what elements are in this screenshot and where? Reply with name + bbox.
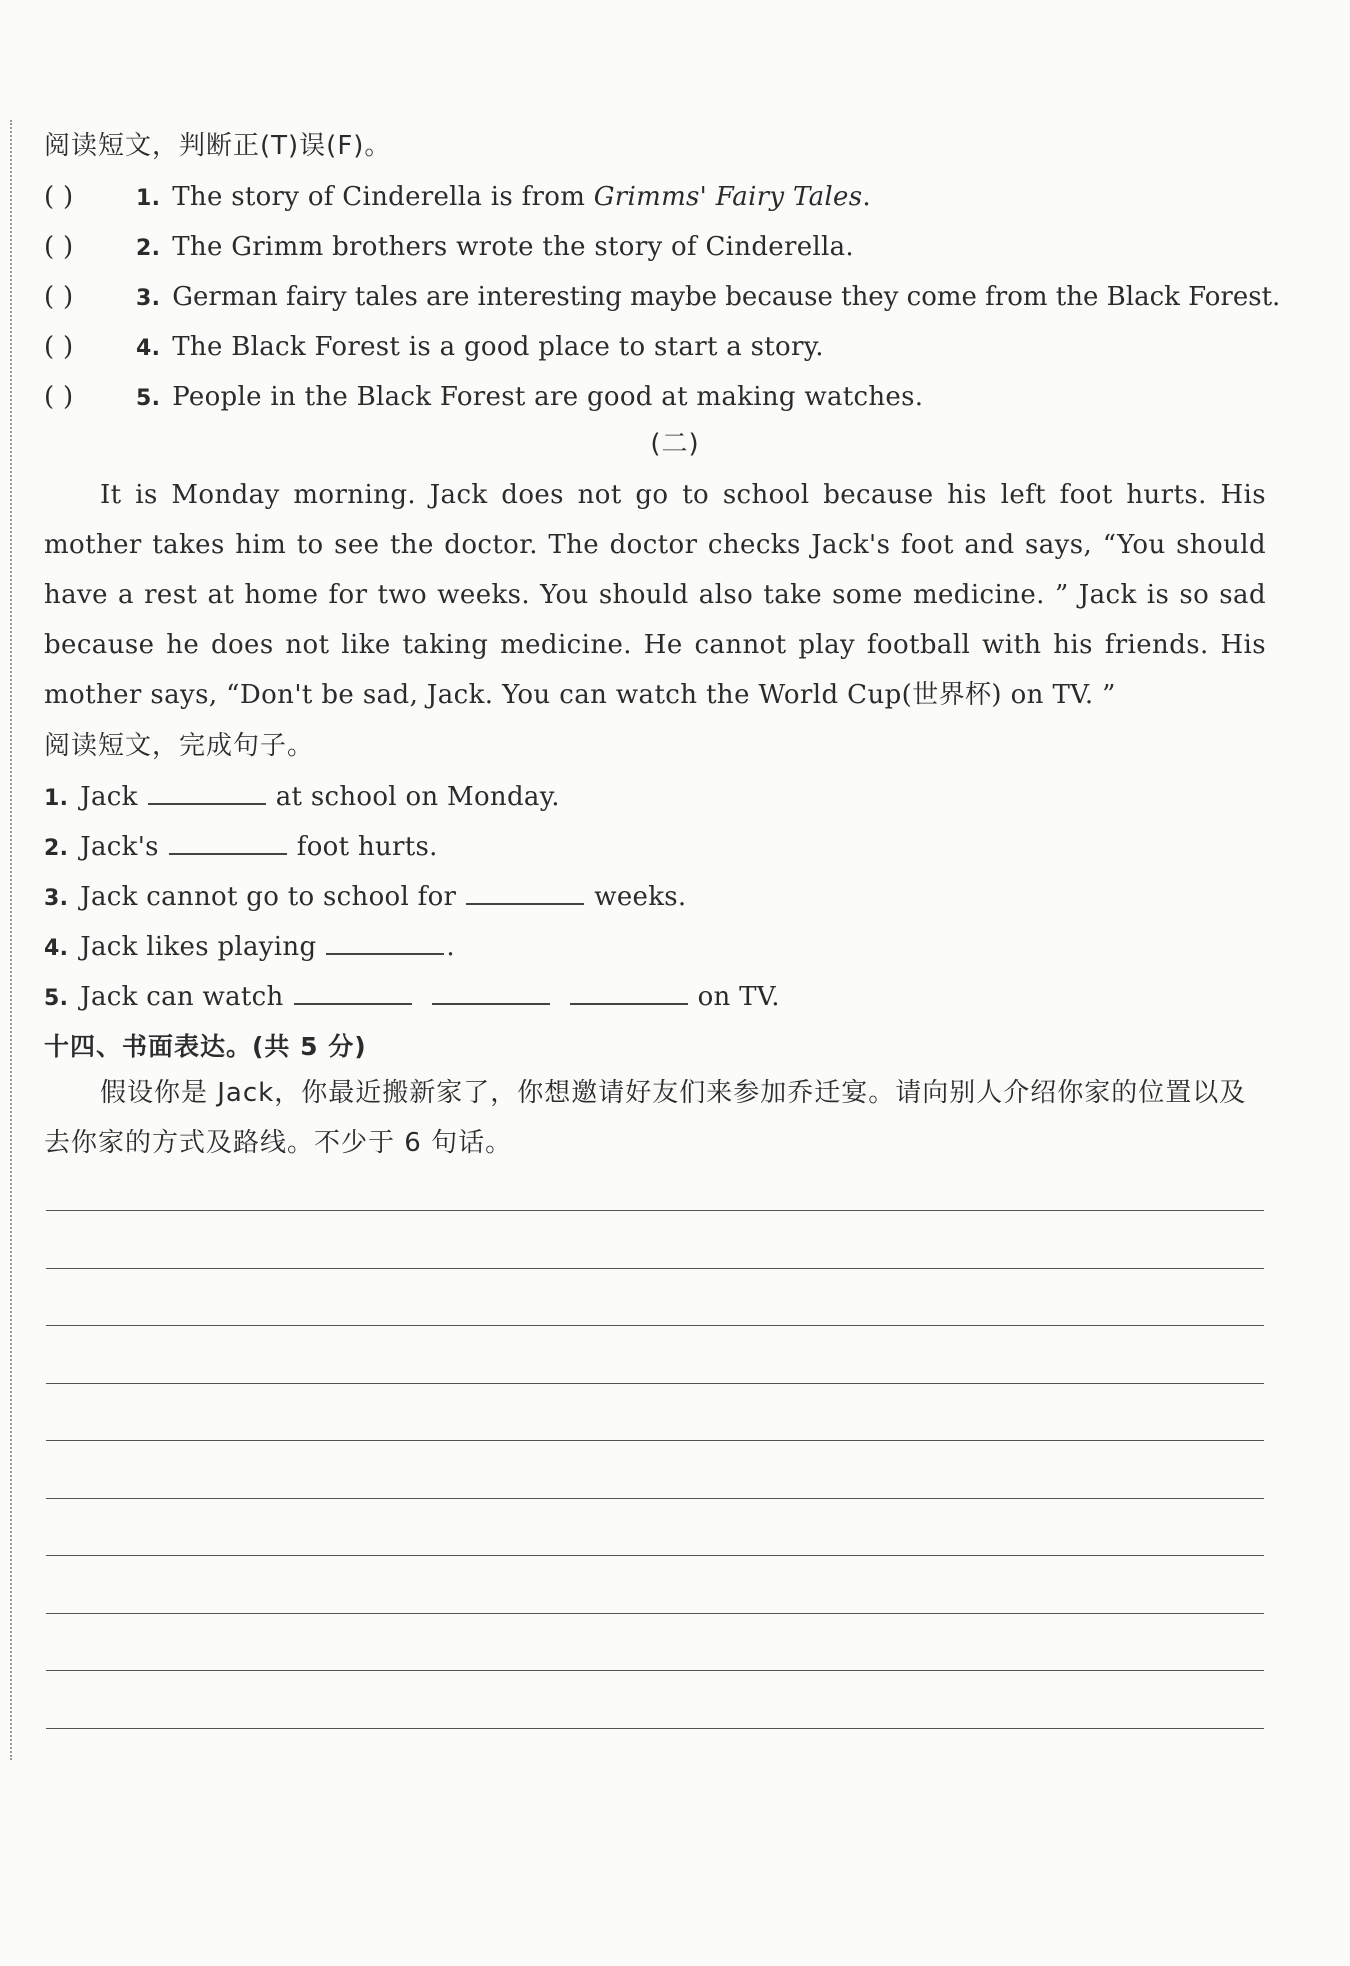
writing-line[interactable] bbox=[46, 1670, 1264, 1671]
writing-line[interactable] bbox=[46, 1383, 1264, 1384]
binding-margin-rule bbox=[10, 120, 12, 1760]
answer-blank[interactable] bbox=[169, 827, 287, 855]
writing-prompt: 假设你是 Jack，你最近搬新家了，你想邀请好友们来参加乔迁宴。请向别人介绍你家的位置以及去你家的方式及路线。不少于 6 句话。 bbox=[44, 1078, 1247, 1158]
answer-blank[interactable] bbox=[294, 977, 412, 1005]
writing-line[interactable] bbox=[46, 1268, 1264, 1269]
completion-item-5: 5. Jack can watch on TV. bbox=[44, 977, 780, 1019]
writing-line[interactable] bbox=[46, 1613, 1264, 1614]
answer-blank[interactable] bbox=[432, 977, 550, 1005]
answer-bracket[interactable]: ( ) bbox=[44, 232, 74, 262]
tf-instruction: 阅读短文，判断正(T)误(F)。 bbox=[44, 131, 392, 161]
book-title: Grimms' Fairy Tales bbox=[593, 182, 863, 212]
completion-item-3: 3. Jack cannot go to school for weeks. bbox=[44, 877, 686, 919]
passage-2-title: (二) bbox=[650, 429, 700, 459]
completion-item-1: 1. Jack at school on Monday. bbox=[44, 777, 560, 819]
completion-item-4: 4. Jack likes playing . bbox=[44, 927, 455, 969]
answer-bracket[interactable]: ( ) bbox=[44, 282, 74, 312]
tf-item-3: ( ) 3. German fairy tales are interesting maybe because they come from the Black Forest. bbox=[44, 277, 1280, 319]
writing-section-heading: 十四、书面表达。(共 5 分) bbox=[44, 1032, 367, 1061]
writing-line[interactable] bbox=[46, 1440, 1264, 1441]
tf-item-4: ( ) 4. The Black Forest is a good place to start a story. bbox=[44, 327, 824, 369]
writing-line[interactable] bbox=[46, 1555, 1264, 1556]
answer-blank[interactable] bbox=[570, 977, 688, 1005]
writing-line[interactable] bbox=[46, 1498, 1264, 1499]
tf-item-1: ( ) 1. The story of Cinderella is from Grimms' Fairy Tales. bbox=[44, 177, 871, 219]
answer-blank[interactable] bbox=[466, 877, 584, 905]
completion-instruction: 阅读短文，完成句子。 bbox=[44, 731, 315, 761]
writing-line[interactable] bbox=[46, 1325, 1264, 1326]
tf-item-2: ( ) 2. The Grimm brothers wrote the story of Cinderella. bbox=[44, 227, 854, 269]
answer-bracket[interactable]: ( ) bbox=[44, 332, 74, 362]
passage-2-text: It is Monday morning. Jack does not go to school because his left foot hurts. His mother takes him to see the doctor. The doctor checks Jack's foot and says, “You should have a rest at home for two weeks. You should also take some medicine. ” Jack is so sad because he does not like taking medicine. He cannot play football with his friends. His mother says, “Don't be sad, Jack. You can watch the World Cup(世界杯) on TV. ” bbox=[44, 480, 1266, 710]
answer-bracket[interactable]: ( ) bbox=[44, 182, 74, 212]
answer-bracket[interactable]: ( ) bbox=[44, 382, 74, 412]
writing-line[interactable] bbox=[46, 1210, 1264, 1211]
answer-blank[interactable] bbox=[326, 927, 444, 955]
tf-item-5: ( ) 5. People in the Black Forest are good at making watches. bbox=[44, 377, 923, 419]
answer-blank[interactable] bbox=[148, 777, 266, 805]
completion-item-2: 2. Jack's foot hurts. bbox=[44, 827, 438, 869]
writing-line[interactable] bbox=[46, 1728, 1264, 1729]
